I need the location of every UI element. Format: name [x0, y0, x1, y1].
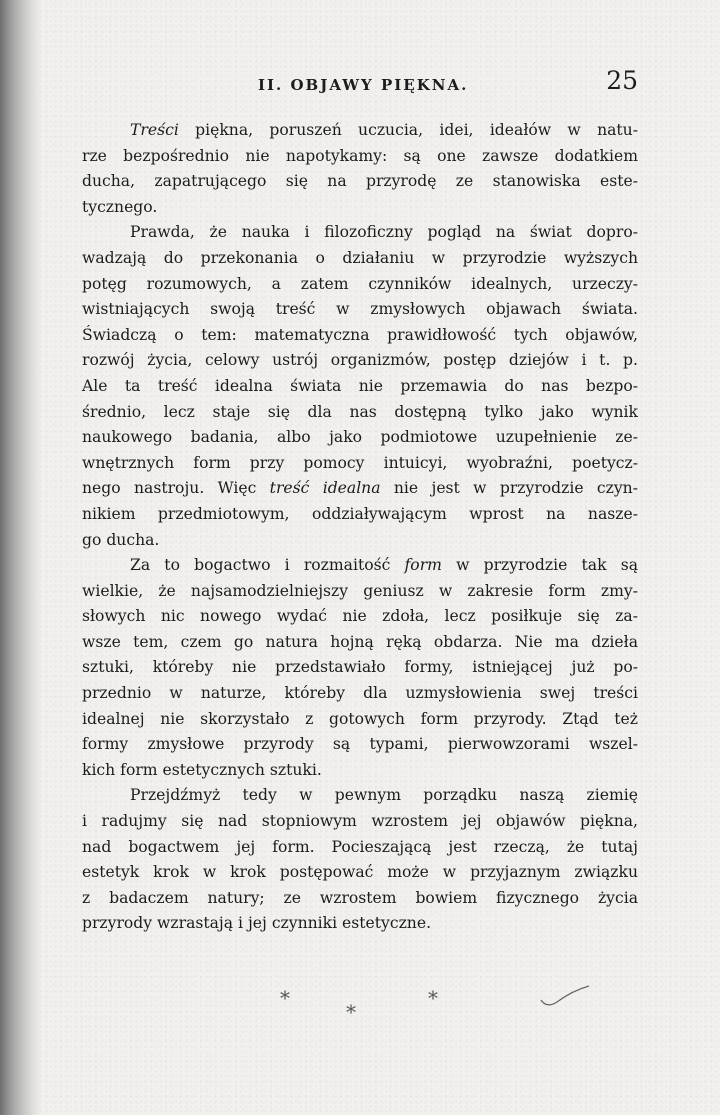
text-run: potęg rozumowych, a zatem czynników idealnych, urzeczy-: [82, 274, 638, 293]
text-run: ducha, zapatrującego się na przyrodę ze stanowiska este-: [82, 172, 638, 191]
italic-term: treść idealna: [269, 479, 381, 498]
text-line: [82, 425, 638, 451]
text-line: [82, 348, 638, 374]
text-run: estetyk krok w krok postępować może w przyjaznym związku: [82, 863, 638, 882]
text-line: [82, 502, 638, 528]
text-run: Świadczą o tem: matematyczna prawidłowość tych objawów,: [82, 325, 638, 344]
text-line: [82, 272, 638, 298]
italic-term: form: [404, 556, 442, 575]
text-run: rze bezpośrednio nie napotykamy: są one zawsze dodatkiem: [82, 146, 638, 165]
text-line: [82, 553, 638, 579]
text-run: nego nastroju. Więc: [82, 479, 270, 498]
text-run: piękna, poruszeń uczucia, idei, ideałów w natu-: [178, 121, 638, 139]
italic-term: Treści: [130, 121, 179, 139]
text-run: wadzają do przekonania o działaniu w przyrodzie wyższych: [82, 248, 638, 267]
text-run: wnętrznych form przy pomocy intuicyi, wyobraźni, poetycz-: [82, 453, 638, 472]
text-run: z badaczem natury; ze wzrostem bowiem fizycznego życia: [82, 888, 638, 907]
text-line: [82, 374, 638, 400]
separator-star: *: [346, 1000, 356, 1024]
separator-star: *: [280, 986, 290, 1010]
text-line: [82, 400, 638, 426]
text-line: [82, 655, 638, 681]
text-run: przyrody wzrastają i jej czynniki estetyczne.: [82, 914, 432, 933]
text-line: [82, 809, 638, 835]
text-line: [82, 451, 638, 477]
text-run: sztuki, któreby nie przedstawiało formy, istniejącej już po-: [82, 658, 638, 677]
text-line: [82, 297, 638, 323]
text-line: [82, 681, 638, 707]
page-header: [82, 66, 638, 100]
text-run: słowych nic nowego wydać nie zdoła, lecz posiłkuje się za-: [82, 607, 638, 626]
text-run: Prawda, że nauka i filozoficzny pogląd na świat dopro-: [130, 223, 638, 242]
text-run: nad bogactwem jej form. Pocieszającą jest rzeczą, że tutaj: [82, 837, 638, 856]
text-run: tycznego.: [82, 197, 158, 216]
text-run: Przejdźmyż tedy w pewnym porządku naszą ziemię: [130, 786, 638, 805]
text-line: [82, 835, 638, 861]
text-run: wielkie, że najsamodzielniejszy geniusz w zakresie form zmy-: [82, 581, 638, 600]
text-run: wsze tem, czem go natura hojną ręką obdarza. Nie ma dzieła: [82, 632, 638, 651]
text-line: [82, 323, 638, 349]
text-line: [82, 579, 638, 605]
body-text: [82, 118, 638, 937]
text-run: kich form estetycznych sztuki.: [82, 760, 322, 779]
text-line: [82, 707, 638, 733]
text-run: go ducha.: [82, 530, 160, 549]
text-line: [82, 528, 638, 554]
text-line: [82, 732, 638, 758]
running-title: II. OBJAWY PIĘKNA.: [258, 76, 469, 94]
text-run: nikiem przedmiotowym, oddziaływającym wprost na nasze-: [82, 504, 638, 523]
text-run: w przyrodzie tak są: [441, 556, 638, 575]
handwritten-pen-mark: [535, 982, 595, 1012]
text-run: Za to bogactwo i rozmaitość: [130, 556, 405, 575]
text-line: [82, 758, 638, 784]
text-line: [82, 220, 638, 246]
text-line: [82, 630, 638, 656]
text-run: idealnej nie skorzystało z gotowych form przyrody. Ztąd też: [82, 709, 638, 728]
text-line: [82, 476, 638, 502]
book-spine-shadow: [0, 0, 42, 1115]
text-line: [82, 195, 638, 221]
text-run: wistniających swoją treść w zmysłowych objawach świata.: [82, 300, 638, 319]
text-line: [82, 118, 638, 144]
text-run: średnio, lecz staje się dla nas dostępną tylko jako wynik: [82, 402, 638, 421]
text-line: [82, 246, 638, 272]
text-run: naukowego badania, albo jako podmiotowe uzupełnienie ze-: [82, 428, 638, 447]
separator-star: *: [428, 986, 438, 1010]
page-number: 25: [606, 66, 638, 95]
text-run: nie jest w przyrodzie czyn-: [380, 479, 638, 498]
text-line: [82, 911, 638, 937]
text-run: Ale ta treść idealna świata nie przemawia do nas bezpo-: [82, 376, 638, 395]
text-line: [82, 860, 638, 886]
text-line: [82, 604, 638, 630]
text-run: formy zmysłowe przyrody są typami, pierwowzorami wszel-: [82, 735, 638, 754]
text-run: przednio w naturze, któreby dla uzmysłowienia swej treści: [82, 684, 638, 703]
text-line: [82, 783, 638, 809]
text-run: rozwój życia, celowy ustrój organizmów, postęp dziejów i t. p.: [82, 351, 638, 370]
text-line: [82, 144, 638, 170]
text-line: [82, 169, 638, 195]
text-line: [82, 886, 638, 912]
text-run: i radujmy się nad stopniowym wzrostem jej objawów piękna,: [82, 812, 638, 831]
